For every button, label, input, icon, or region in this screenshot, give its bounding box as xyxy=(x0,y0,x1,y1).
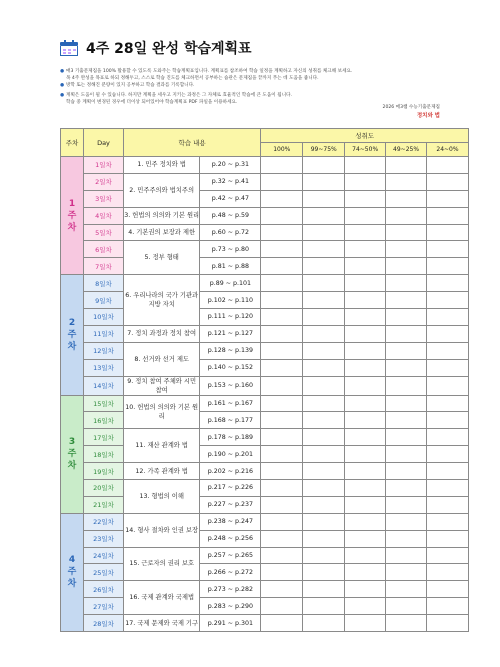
score-checkbox[interactable] xyxy=(386,581,427,598)
score-checkbox[interactable] xyxy=(426,446,468,463)
score-level: 100% xyxy=(261,143,303,157)
score-checkbox[interactable] xyxy=(303,325,345,342)
table-row xyxy=(61,292,469,309)
day-label: 2일차 xyxy=(84,173,124,190)
table-row xyxy=(61,463,469,480)
score-checkbox[interactable] xyxy=(386,429,427,446)
score-checkbox[interactable] xyxy=(426,564,468,581)
score-checkbox[interactable] xyxy=(261,446,303,463)
score-checkbox[interactable] xyxy=(345,513,386,530)
note-4: 계획은 도움이 될 수 있습니다. 하지만 계획을 세우고 지키는 과정은 그 자체로 효율적인 학습에 큰 도움이 됩니다. xyxy=(66,93,292,98)
table-row xyxy=(61,412,469,429)
content-label: 10. 헌법의 의의와 기본 원리 xyxy=(123,395,200,429)
content-label: 9. 정치 참여 주체와 시민 참여 xyxy=(123,376,200,395)
score-checkbox[interactable] xyxy=(386,615,427,632)
score-checkbox[interactable] xyxy=(345,564,386,581)
content-label: 1. 민주 정치와 법 xyxy=(123,157,200,174)
score-checkbox[interactable] xyxy=(345,309,386,326)
day-label: 11일차 xyxy=(84,325,124,342)
score-checkbox[interactable] xyxy=(303,581,345,598)
page-range: p.48 ~ p.59 xyxy=(200,207,261,224)
day-label: 10일차 xyxy=(84,309,124,326)
score-checkbox[interactable] xyxy=(386,564,427,581)
content-label: 11. 재산 관계와 법 xyxy=(123,429,200,463)
score-checkbox[interactable] xyxy=(303,496,345,513)
week-label: 1 주 차 xyxy=(61,157,84,275)
score-checkbox[interactable] xyxy=(386,513,427,530)
score-checkbox[interactable] xyxy=(303,376,345,395)
score-checkbox[interactable] xyxy=(426,292,468,309)
page-range: p.60 ~ p.72 xyxy=(200,224,261,241)
table-row xyxy=(61,581,469,598)
score-checkbox[interactable] xyxy=(261,480,303,497)
score-checkbox[interactable] xyxy=(261,224,303,241)
score-checkbox[interactable] xyxy=(345,207,386,224)
day-label: 3일차 xyxy=(84,190,124,207)
score-checkbox[interactable] xyxy=(303,309,345,326)
score-checkbox[interactable] xyxy=(386,359,427,376)
content-label: 15. 근로자의 권리 보호 xyxy=(123,547,200,581)
table-row xyxy=(61,258,469,275)
page-range: p.161 ~ p.167 xyxy=(200,395,261,412)
page-range: p.178 ~ p.189 xyxy=(200,429,261,446)
page-range: p.283 ~ p.290 xyxy=(200,598,261,615)
day-label: 14일차 xyxy=(84,376,124,395)
day-label: 22일차 xyxy=(84,513,124,530)
table-row xyxy=(61,207,469,224)
page-range: p.238 ~ p.247 xyxy=(200,513,261,530)
score-checkbox[interactable] xyxy=(303,446,345,463)
score-checkbox[interactable] xyxy=(261,190,303,207)
content-label: 17. 국제 문제와 국제 기구 xyxy=(123,615,200,632)
score-level: 49~25% xyxy=(386,143,427,157)
note-5: 학습 중 계획이 변경된 경우에 더이상 되어있어야 학습계획표 PDF 파일을 이용하세요. xyxy=(66,100,238,105)
content-label: 4. 기본권의 보장과 제한 xyxy=(123,224,200,241)
score-checkbox[interactable] xyxy=(261,173,303,190)
score-checkbox[interactable] xyxy=(261,581,303,598)
score-checkbox[interactable] xyxy=(261,530,303,547)
bullet-icon: ● xyxy=(60,93,65,98)
score-checkbox[interactable] xyxy=(303,615,345,632)
score-level: 74~50% xyxy=(345,143,386,157)
score-checkbox[interactable] xyxy=(345,446,386,463)
table-row xyxy=(61,564,469,581)
score-checkbox[interactable] xyxy=(386,530,427,547)
score-checkbox[interactable] xyxy=(386,173,427,190)
score-checkbox[interactable] xyxy=(386,207,427,224)
table-row xyxy=(61,309,469,326)
score-checkbox[interactable] xyxy=(303,429,345,446)
table-row xyxy=(61,359,469,376)
score-checkbox[interactable] xyxy=(386,547,427,564)
page-range: p.20 ~ p.31 xyxy=(200,157,261,174)
calendar-icon xyxy=(60,40,78,56)
score-checkbox[interactable] xyxy=(303,395,345,412)
score-checkbox[interactable] xyxy=(345,581,386,598)
table-row xyxy=(61,241,469,258)
book-subject: 정치와 법 xyxy=(416,113,440,119)
score-checkbox[interactable] xyxy=(261,513,303,530)
table-row xyxy=(61,190,469,207)
score-checkbox[interactable] xyxy=(303,480,345,497)
content-label: 16. 국제 관계와 국제법 xyxy=(123,581,200,615)
table-row xyxy=(61,513,469,530)
study-plan-table xyxy=(60,128,469,632)
day-label: 28일차 xyxy=(84,615,124,632)
day-label: 1일차 xyxy=(84,157,124,174)
score-level: 99~75% xyxy=(303,143,345,157)
score-checkbox[interactable] xyxy=(386,241,427,258)
score-checkbox[interactable] xyxy=(426,275,468,292)
page-range: p.202 ~ p.216 xyxy=(200,463,261,480)
score-checkbox[interactable] xyxy=(303,190,345,207)
score-checkbox[interactable] xyxy=(426,241,468,258)
page-range: p.32 ~ p.41 xyxy=(200,173,261,190)
day-label: 9일차 xyxy=(84,292,124,309)
content-label: 3. 헌법의 의의와 기본 원리 xyxy=(123,207,200,224)
score-checkbox[interactable] xyxy=(345,547,386,564)
score-checkbox[interactable] xyxy=(426,412,468,429)
score-checkbox[interactable] xyxy=(345,376,386,395)
content-label: 12. 가족 관계와 법 xyxy=(123,463,200,480)
day-label: 15일차 xyxy=(84,395,124,412)
score-checkbox[interactable] xyxy=(303,513,345,530)
score-checkbox[interactable] xyxy=(426,224,468,241)
table-row xyxy=(61,224,469,241)
score-checkbox[interactable] xyxy=(426,480,468,497)
score-checkbox[interactable] xyxy=(386,376,427,395)
table-row xyxy=(61,325,469,342)
score-checkbox[interactable] xyxy=(261,412,303,429)
score-checkbox[interactable] xyxy=(303,530,345,547)
week-label: 3 주 차 xyxy=(61,395,84,513)
score-checkbox[interactable] xyxy=(345,292,386,309)
score-checkbox[interactable] xyxy=(261,496,303,513)
day-label: 17일차 xyxy=(84,429,124,446)
page-range: p.257 ~ p.265 xyxy=(200,547,261,564)
score-checkbox[interactable] xyxy=(261,547,303,564)
score-checkbox[interactable] xyxy=(386,157,427,174)
page-range: p.266 ~ p.272 xyxy=(200,564,261,581)
day-label: 23일차 xyxy=(84,530,124,547)
score-checkbox[interactable] xyxy=(261,258,303,275)
score-checkbox[interactable] xyxy=(426,463,468,480)
table-row xyxy=(61,275,469,292)
score-checkbox[interactable] xyxy=(261,292,303,309)
day-label: 24일차 xyxy=(84,547,124,564)
page-range: p.73 ~ p.80 xyxy=(200,241,261,258)
content-label: 5. 정부 형태 xyxy=(123,241,200,275)
score-checkbox[interactable] xyxy=(426,173,468,190)
score-checkbox[interactable] xyxy=(386,496,427,513)
page-range: p.140 ~ p.152 xyxy=(200,359,261,376)
score-checkbox[interactable] xyxy=(303,157,345,174)
table-row xyxy=(61,547,469,564)
score-checkbox[interactable] xyxy=(426,157,468,174)
page-range: p.128 ~ p.139 xyxy=(200,342,261,359)
week-label: 4 주 차 xyxy=(61,513,84,631)
score-checkbox[interactable] xyxy=(345,157,386,174)
day-label: 19일차 xyxy=(84,463,124,480)
page-range: p.190 ~ p.201 xyxy=(200,446,261,463)
score-checkbox[interactable] xyxy=(345,496,386,513)
score-checkbox[interactable] xyxy=(261,275,303,292)
score-checkbox[interactable] xyxy=(303,275,345,292)
day-label: 26일차 xyxy=(84,581,124,598)
score-checkbox[interactable] xyxy=(386,258,427,275)
day-label: 7일차 xyxy=(84,258,124,275)
note-3: 방학 또는 정해진 분량이 있지 공부하고 학습 결과를 기록합니다. xyxy=(66,83,195,88)
score-level: 24~0% xyxy=(426,143,468,157)
score-checkbox[interactable] xyxy=(303,412,345,429)
day-label: 6일차 xyxy=(84,241,124,258)
score-checkbox[interactable] xyxy=(426,547,468,564)
score-checkbox[interactable] xyxy=(386,395,427,412)
score-checkbox[interactable] xyxy=(426,325,468,342)
score-checkbox[interactable] xyxy=(426,258,468,275)
score-checkbox[interactable] xyxy=(345,241,386,258)
table-row xyxy=(61,173,469,190)
score-checkbox[interactable] xyxy=(303,224,345,241)
page-range: p.102 ~ p.110 xyxy=(200,292,261,309)
score-checkbox[interactable] xyxy=(426,615,468,632)
page-header xyxy=(60,38,252,58)
page-range: p.89 ~ p.101 xyxy=(200,275,261,292)
page-range: p.42 ~ p.47 xyxy=(200,190,261,207)
score-checkbox[interactable] xyxy=(386,598,427,615)
score-checkbox[interactable] xyxy=(345,615,386,632)
score-checkbox[interactable] xyxy=(261,376,303,395)
page-range: p.121 ~ p.127 xyxy=(200,325,261,342)
score-checkbox[interactable] xyxy=(386,342,427,359)
week-label: 2 주 차 xyxy=(61,275,84,395)
score-checkbox[interactable] xyxy=(261,342,303,359)
day-label: 18일차 xyxy=(84,446,124,463)
header-day: Day xyxy=(84,129,124,157)
score-checkbox[interactable] xyxy=(303,292,345,309)
table-row xyxy=(61,429,469,446)
score-checkbox[interactable] xyxy=(303,463,345,480)
day-label: 20일차 xyxy=(84,480,124,497)
score-checkbox[interactable] xyxy=(261,157,303,174)
bullet-icon: ● xyxy=(60,83,65,88)
score-checkbox[interactable] xyxy=(386,412,427,429)
day-label: 5일차 xyxy=(84,224,124,241)
score-checkbox[interactable] xyxy=(261,241,303,258)
score-checkbox[interactable] xyxy=(345,258,386,275)
score-checkbox[interactable] xyxy=(261,598,303,615)
page-range: p.273 ~ p.282 xyxy=(200,581,261,598)
content-label: 6. 우리나라의 국가 기관과 지방 자치 xyxy=(123,275,200,326)
content-label: 2. 민주주의와 법치주의 xyxy=(123,173,200,207)
table-row xyxy=(61,376,469,395)
content-label: 14. 형사 절차와 인권 보장 xyxy=(123,513,200,547)
score-checkbox[interactable] xyxy=(345,325,386,342)
score-checkbox[interactable] xyxy=(303,547,345,564)
page-title: 4주 28일 완성 학습계획표 xyxy=(86,41,252,57)
score-checkbox[interactable] xyxy=(303,598,345,615)
score-checkbox[interactable] xyxy=(303,564,345,581)
table-row xyxy=(61,480,469,497)
book-series: 2026 매3쌤 수능기출문제집 xyxy=(382,105,440,110)
header-content: 학습 내용 xyxy=(123,129,260,157)
score-checkbox[interactable] xyxy=(345,173,386,190)
score-checkbox[interactable] xyxy=(386,463,427,480)
score-checkbox[interactable] xyxy=(426,207,468,224)
score-checkbox[interactable] xyxy=(261,463,303,480)
table-row xyxy=(61,530,469,547)
score-checkbox[interactable] xyxy=(345,395,386,412)
score-checkbox[interactable] xyxy=(345,190,386,207)
score-checkbox[interactable] xyxy=(345,598,386,615)
score-checkbox[interactable] xyxy=(345,429,386,446)
score-checkbox[interactable] xyxy=(345,412,386,429)
score-checkbox[interactable] xyxy=(426,530,468,547)
score-checkbox[interactable] xyxy=(386,224,427,241)
score-checkbox[interactable] xyxy=(386,190,427,207)
score-checkbox[interactable] xyxy=(426,342,468,359)
page-range: p.153 ~ p.160 xyxy=(200,376,261,395)
score-checkbox[interactable] xyxy=(261,359,303,376)
score-checkbox[interactable] xyxy=(345,342,386,359)
header-score: 성취도 xyxy=(261,129,469,143)
day-label: 8일차 xyxy=(84,275,124,292)
page-range: p.111 ~ p.120 xyxy=(200,309,261,326)
score-checkbox[interactable] xyxy=(426,309,468,326)
score-checkbox[interactable] xyxy=(261,325,303,342)
page-range: p.168 ~ p.177 xyxy=(200,412,261,429)
day-label: 25일차 xyxy=(84,564,124,581)
page-range: p.81 ~ p.88 xyxy=(200,258,261,275)
day-label: 12일차 xyxy=(84,342,124,359)
header-week: 주차 xyxy=(61,129,84,157)
table-row xyxy=(61,496,469,513)
score-checkbox[interactable] xyxy=(261,395,303,412)
score-checkbox[interactable] xyxy=(303,173,345,190)
score-checkbox[interactable] xyxy=(303,241,345,258)
score-checkbox[interactable] xyxy=(345,224,386,241)
score-checkbox[interactable] xyxy=(386,480,427,497)
score-checkbox[interactable] xyxy=(386,446,427,463)
score-checkbox[interactable] xyxy=(426,598,468,615)
table-row xyxy=(61,615,469,632)
table-row xyxy=(61,157,469,174)
table-row xyxy=(61,395,469,412)
score-checkbox[interactable] xyxy=(386,292,427,309)
score-checkbox[interactable] xyxy=(261,615,303,632)
page-range: p.227 ~ p.237 xyxy=(200,496,261,513)
content-label: 13. 형법의 이해 xyxy=(123,480,200,514)
score-checkbox[interactable] xyxy=(345,359,386,376)
score-checkbox[interactable] xyxy=(345,275,386,292)
table-row xyxy=(61,342,469,359)
score-checkbox[interactable] xyxy=(386,309,427,326)
day-label: 4일차 xyxy=(84,207,124,224)
book-brand xyxy=(383,104,440,119)
note-1: 매3 기출문제집을 100% 활용할 수 있도록 도와주는 학습계획표입니다. 계획표를 참조하여 학습 일정을 계획하고 자신의 성취를 체크해 보세요. xyxy=(66,69,353,74)
page-range: p.248 ~ p.256 xyxy=(200,530,261,547)
day-label: 16일차 xyxy=(84,412,124,429)
score-checkbox[interactable] xyxy=(426,429,468,446)
page-range: p.217 ~ p.226 xyxy=(200,480,261,497)
score-checkbox[interactable] xyxy=(426,513,468,530)
score-checkbox[interactable] xyxy=(426,581,468,598)
score-checkbox[interactable] xyxy=(303,359,345,376)
day-label: 13일차 xyxy=(84,359,124,376)
bullet-icon: ● xyxy=(60,69,65,74)
score-checkbox[interactable] xyxy=(426,359,468,376)
score-checkbox[interactable] xyxy=(303,207,345,224)
score-checkbox[interactable] xyxy=(426,395,468,412)
table-row xyxy=(61,598,469,615)
page-range: p.291 ~ p.301 xyxy=(200,615,261,632)
score-checkbox[interactable] xyxy=(386,275,427,292)
score-checkbox[interactable] xyxy=(426,496,468,513)
score-checkbox[interactable] xyxy=(303,342,345,359)
score-checkbox[interactable] xyxy=(345,480,386,497)
content-label: 7. 정치 과정과 정치 참여 xyxy=(123,325,200,342)
score-checkbox[interactable] xyxy=(261,429,303,446)
score-checkbox[interactable] xyxy=(386,325,427,342)
instructions xyxy=(60,68,450,106)
content-label: 8. 선거와 선거 제도 xyxy=(123,342,200,376)
score-checkbox[interactable] xyxy=(426,376,468,395)
score-checkbox[interactable] xyxy=(261,564,303,581)
score-checkbox[interactable] xyxy=(345,463,386,480)
day-label: 27일차 xyxy=(84,598,124,615)
day-label: 21일차 xyxy=(84,496,124,513)
score-checkbox[interactable] xyxy=(345,530,386,547)
table-row xyxy=(61,446,469,463)
note-2: 목 4주 완성을 목표로 하되 정해두고, 스스로 학습 진도를 체크하면서 공부하는 습관은 문제집을 끝까지 푸는 데 도움을 줍니다. xyxy=(66,76,319,81)
score-checkbox[interactable] xyxy=(426,190,468,207)
score-checkbox[interactable] xyxy=(261,207,303,224)
score-checkbox[interactable] xyxy=(303,258,345,275)
score-checkbox[interactable] xyxy=(261,309,303,326)
